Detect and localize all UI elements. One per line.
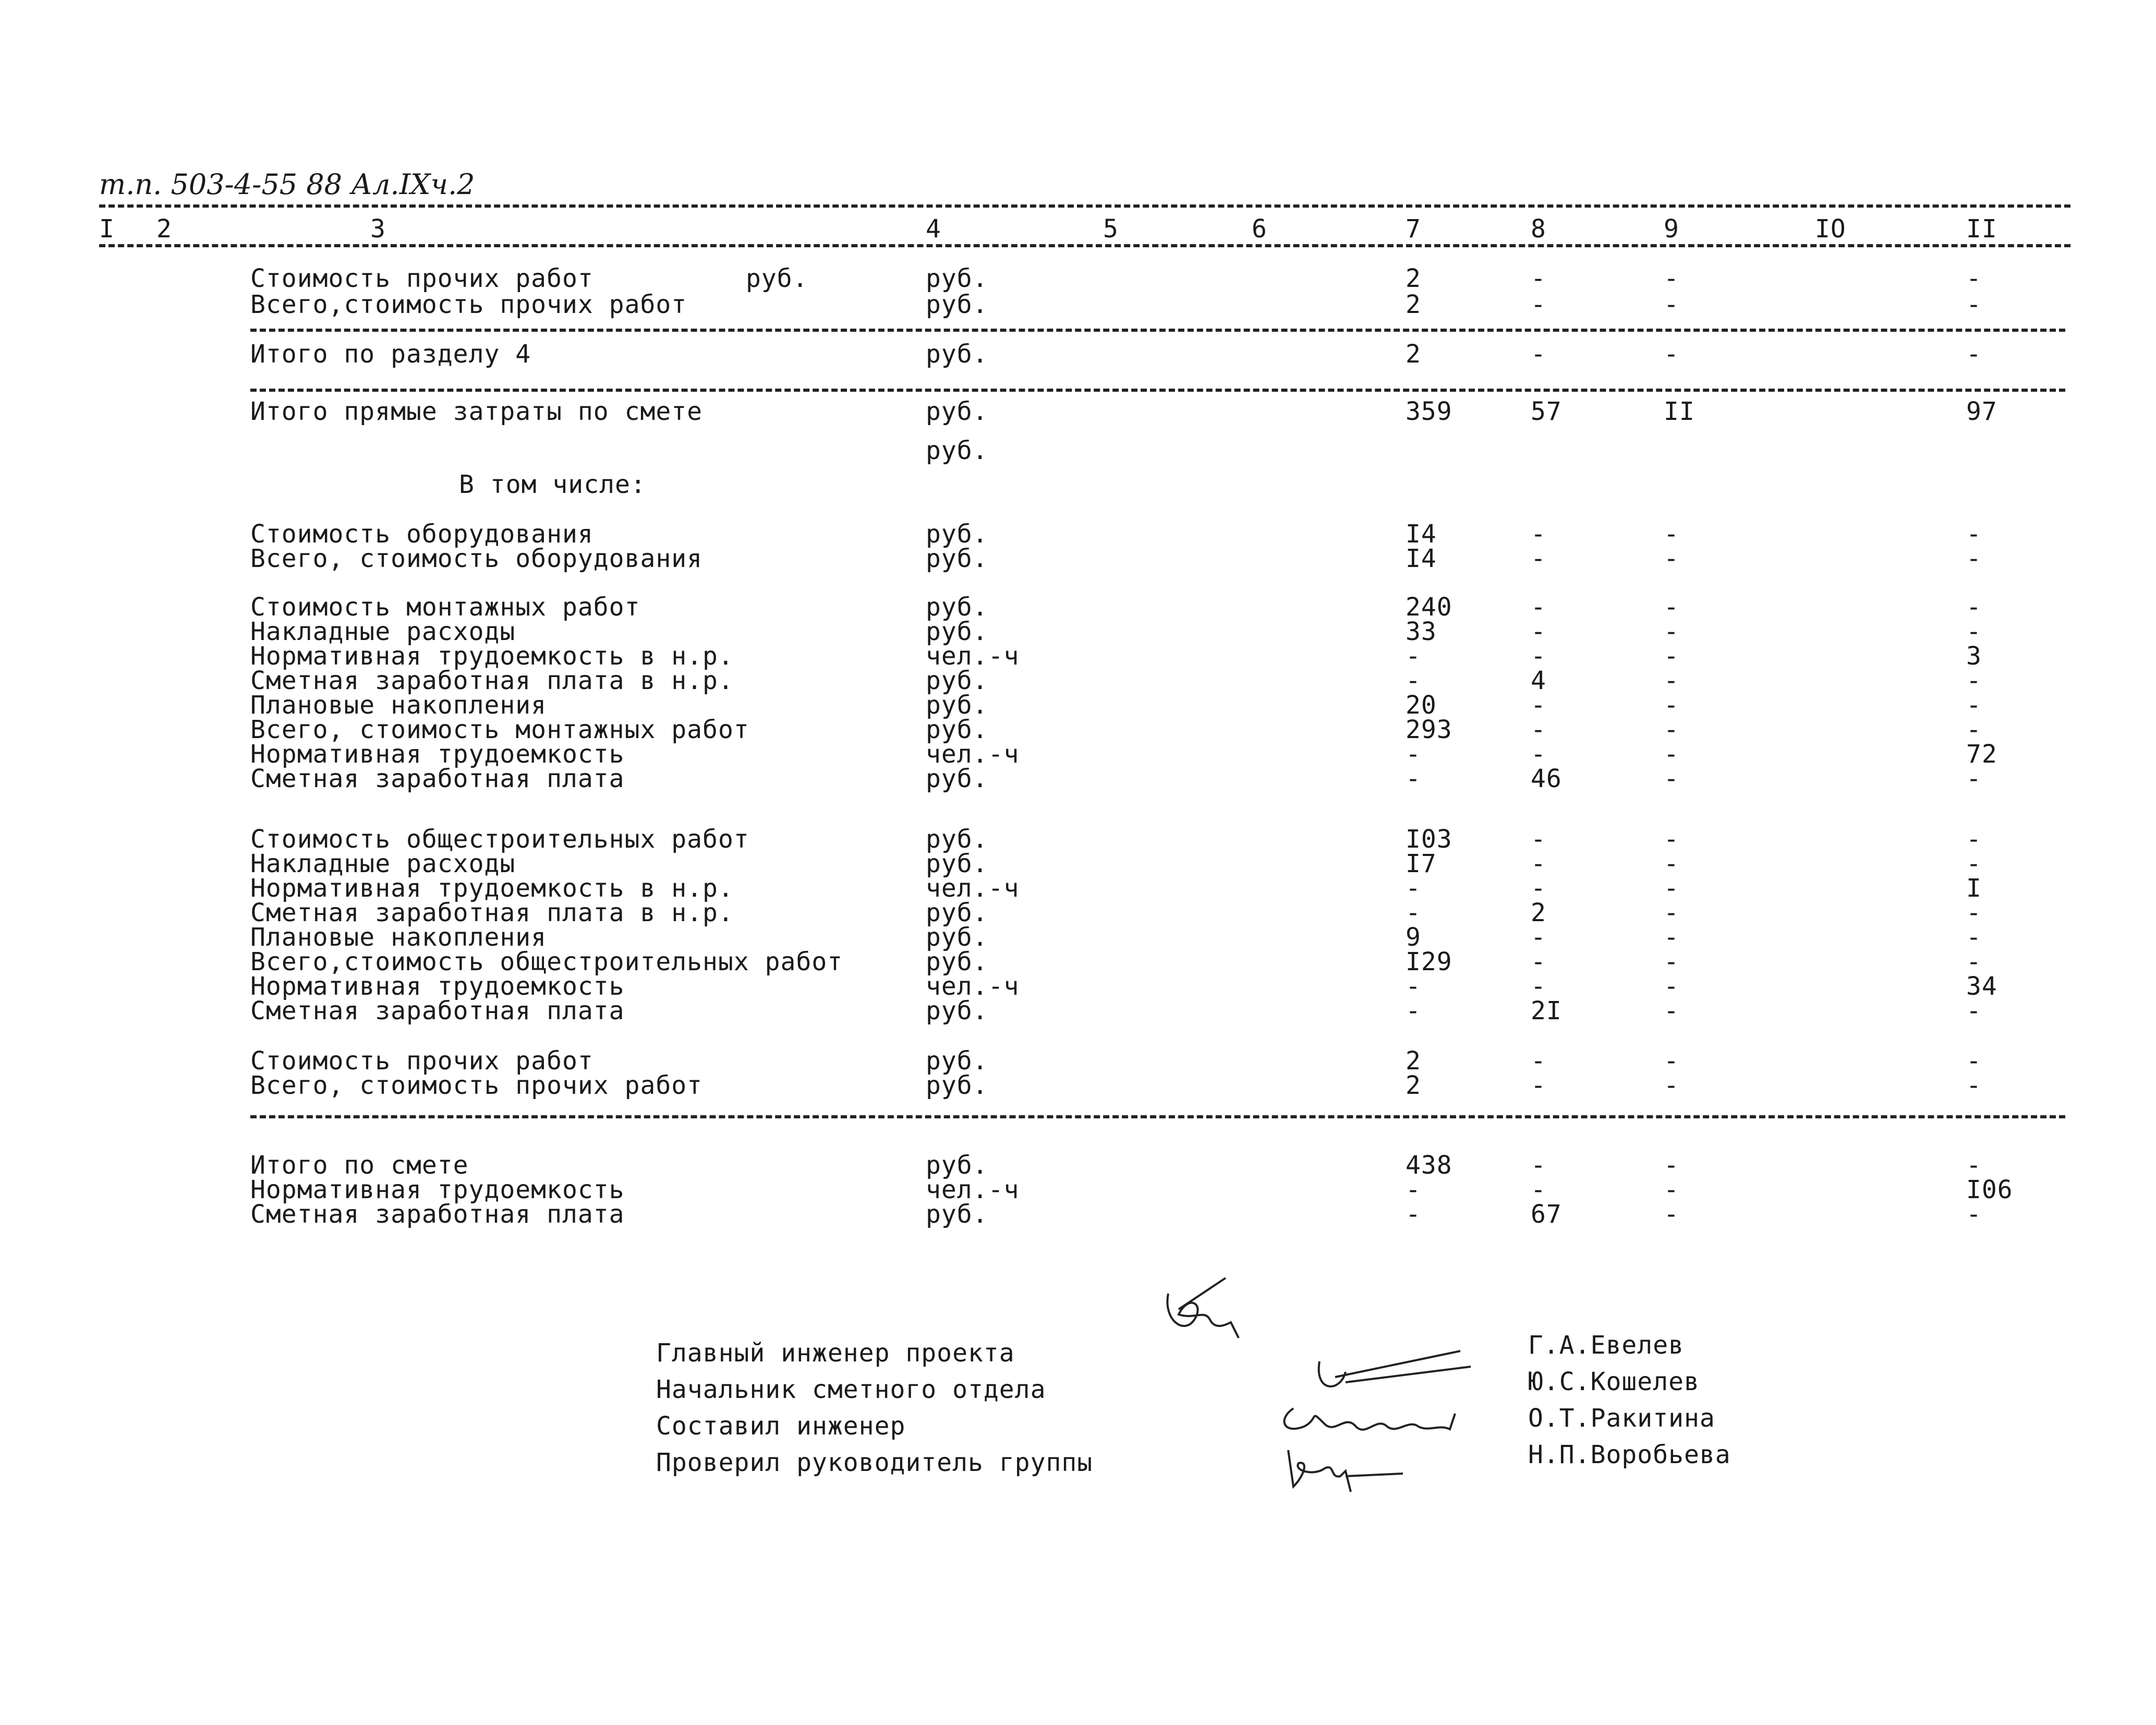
row-col11-value: - [1966,520,1982,549]
row-unit: руб. [926,1151,988,1180]
row-col9-value: - [1664,874,1679,903]
row-col11-value: 3 [1966,642,1982,671]
row-col9-value: - [1664,715,1679,744]
row-label: Всего, стоимость монтажных работ [250,715,749,744]
row-col8-value: - [1531,1151,1546,1180]
row-col11-value: - [1966,617,1982,646]
row-label: Стоимость прочих работ [250,264,593,293]
row-col11-value: - [1966,1046,1982,1076]
row-col9-value: - [1664,947,1679,976]
row-col7-value: - [1406,1175,1421,1204]
row-col8-value: - [1531,617,1546,646]
row-col9-value: - [1664,825,1679,854]
row-col9-value: - [1664,642,1679,671]
row-col11-value: - [1966,996,1982,1026]
row-col8-value: - [1531,593,1546,622]
row-col11-value: - [1966,898,1982,927]
row-unit: чел.-ч [926,874,1020,903]
row-col9-value: - [1664,1071,1679,1100]
row-col8-value: - [1531,1071,1546,1100]
row-unit: чел.-ч [926,1175,1020,1204]
row-label: Итого по смете [250,1151,469,1180]
signatory-role-1: Главный инженер проекта [656,1338,1015,1368]
row-col9-value: - [1664,666,1679,695]
row-col8-value: - [1531,520,1546,549]
row-col7-value: 20 [1406,691,1437,720]
row-unit: руб. [926,666,988,695]
row-col9-value: - [1664,996,1679,1026]
row-unit: руб. [926,715,988,744]
row-col11-value: - [1966,264,1982,293]
row-col8-value: 2 [1531,898,1546,927]
row-label: Плановые накопления [250,923,547,952]
header-dashed-rule-top [99,204,2070,208]
row-col7-value: - [1406,642,1421,671]
row-col9-value: - [1664,1175,1679,1204]
row-col7-value: - [1406,996,1421,1026]
row-col7-value: I03 [1406,825,1452,854]
row-col11-value: I [1966,874,1982,903]
signature-4 [1278,1440,1413,1499]
row-col11-value: - [1966,1071,1982,1100]
row-label: Сметная заработная плата [250,1200,625,1229]
row-col7-value: - [1406,874,1421,903]
signatory-role-3: Составил инженер [656,1412,906,1441]
signatory-name-1: Г.А.Евелев [1528,1331,1684,1360]
section-separator-2 [250,389,2065,392]
row-col8-value: - [1531,1046,1546,1076]
row-col9-value: - [1664,593,1679,622]
row-label: Сметная заработная плата [250,996,625,1026]
row-unit: руб. [926,1200,988,1229]
row-unit: руб. [926,898,988,927]
col-header-9: 9 [1664,214,1679,244]
signatory-name-2: Ю.С.Кошелев [1528,1367,1700,1396]
row-col7-value: 2 [1406,290,1421,319]
col-header-1: I [99,214,115,244]
row-col11-value: - [1966,715,1982,744]
row-col11-value: 97 [1966,397,1997,426]
col-header-2: 2 [156,214,172,244]
row-unit: руб. [926,340,988,369]
row-unit: руб. [926,397,988,426]
row-unit: чел.-ч [926,740,1020,769]
row-col7-value: I7 [1406,849,1437,878]
row-col9-value: - [1664,923,1679,952]
row-col8-value: - [1531,642,1546,671]
row-unit: руб. [926,996,988,1026]
col-header-11: II [1966,214,1997,244]
col-header-10: IO [1815,214,1846,244]
row-col11-value: - [1966,691,1982,720]
row-col7-value: - [1406,898,1421,927]
row-col7-value: 2 [1406,340,1421,369]
row-col11-value: - [1966,593,1982,622]
row-col7-value: 2 [1406,1071,1421,1100]
row-col9-value: - [1664,1151,1679,1180]
row-col8-value: - [1531,947,1546,976]
row-label: Всего,стоимость прочих работ [250,290,687,319]
row-col11-value: - [1966,923,1982,952]
row-label: Стоимость общестроительных работ [250,825,749,854]
row-col8-value: - [1531,923,1546,952]
col-header-4: 4 [926,214,941,244]
row-unit: руб. [926,593,988,622]
row-col11-value: - [1966,947,1982,976]
col-header-3: 3 [370,214,386,244]
row-label: Стоимость оборудования [250,520,593,549]
row-col9-value: - [1664,340,1679,369]
row-col11-value: - [1966,764,1982,793]
row-col7-value: - [1406,740,1421,769]
row-col9-value: - [1664,617,1679,646]
row-unit: руб. [926,1046,988,1076]
row-col9-value: - [1664,898,1679,927]
row-col7-value: I4 [1406,544,1437,573]
row-col11-value: - [1966,544,1982,573]
row-label: Нормативная трудоемкость в н.р. [250,874,734,903]
row-col11-value: - [1966,849,1982,878]
row-label: Стоимость монтажных работ [250,593,640,622]
row-col8-value: - [1531,825,1546,854]
signatory-name-3: О.Т.Ракитина [1528,1404,1715,1433]
row-label: Сметная заработная плата в н.р. [250,898,734,927]
row-unit: руб. [926,617,988,646]
row-col8-value: - [1531,340,1546,369]
row-label: Нормативная трудоемкость [250,1175,625,1204]
row-col8-value: - [1531,740,1546,769]
row-col7-value: 240 [1406,593,1452,622]
row-col11-value: - [1966,340,1982,369]
row-col8-value: 57 [1531,397,1562,426]
row-col7-value: 9 [1406,923,1421,952]
col-header-7: 7 [1406,214,1421,244]
row-col8-value: 4 [1531,666,1546,695]
row-col7-value: - [1406,764,1421,793]
row-col7-value: 359 [1406,397,1452,426]
row-col11-value: - [1966,1151,1982,1180]
row-unit: руб. [926,290,988,319]
row-col8-value: 2I [1531,996,1562,1026]
row-col11-value: - [1966,825,1982,854]
row-label: Сметная заработная плата в н.р. [250,666,734,695]
row-unit: руб. [926,691,988,720]
row-col11-value: - [1966,666,1982,695]
row-col7-value: 438 [1406,1151,1452,1180]
row-unit: руб. [926,1071,988,1100]
row-unit: руб. [926,520,988,549]
row-label: Стоимость прочих работ [250,1046,593,1076]
row-col9-value: - [1664,972,1679,1001]
row-unit: руб. [926,436,988,465]
row-col9-value: - [1664,740,1679,769]
row-col9-value: - [1664,764,1679,793]
row-col8-value: - [1531,1175,1546,1204]
row-col9-value: - [1664,1046,1679,1076]
row-label: Всего,стоимость общестроительных работ [250,947,843,976]
row-col7-value: - [1406,972,1421,1001]
row-col8-value: - [1531,691,1546,720]
row-unit: чел.-ч [926,642,1020,671]
row-label: Сметная заработная плата [250,764,625,793]
signature-1 [1147,1273,1262,1379]
row-col8-value: - [1531,264,1546,293]
row-label: Нормативная трудоемкость [250,740,625,769]
row-unit: руб. [926,544,988,573]
row-unit: руб. [926,849,988,878]
row-label: Итого по разделу 4 [250,340,531,369]
row-label: Накладные расходы [250,849,516,878]
row-col9-value: - [1664,520,1679,549]
row-col9-value: - [1664,1200,1679,1229]
col-header-6: 6 [1252,214,1267,244]
row-col7-value: 2 [1406,1046,1421,1076]
row-label: Итого прямые затраты по смете [250,397,703,426]
header-dashed-rule-bottom [99,244,2070,247]
row-unit: чел.-ч [926,972,1020,1001]
row-col9-value: - [1664,264,1679,293]
row-col7-value: - [1406,666,1421,695]
section-separator-3 [250,1115,2065,1118]
row-label: Нормативная трудоемкость в н.р. [250,642,734,671]
row-label: В том числе: [459,470,646,499]
row-extra-unit: руб. [746,264,808,293]
row-col9-value: - [1664,849,1679,878]
document-reference: т.п. 503-4-55 88 Ал.IXч.2 [99,168,475,201]
row-col7-value: I29 [1406,947,1452,976]
row-unit: руб. [926,825,988,854]
row-col7-value: I4 [1406,520,1437,549]
row-col8-value: 67 [1531,1200,1562,1229]
row-unit: руб. [926,923,988,952]
row-label: Всего, стоимость прочих работ [250,1071,703,1100]
signatory-role-2: Начальник сметного отдела [656,1375,1046,1404]
row-label: Плановые накопления [250,691,547,720]
row-col11-value: 34 [1966,972,1997,1001]
row-col11-value: - [1966,290,1982,319]
row-col9-value: - [1664,290,1679,319]
row-col11-value: 72 [1966,740,1997,769]
row-col9-value: II [1664,397,1695,426]
row-col8-value: 46 [1531,764,1562,793]
row-col8-value: - [1531,874,1546,903]
row-unit: руб. [926,764,988,793]
row-col7-value: 293 [1406,715,1452,744]
row-col8-value: - [1531,544,1546,573]
row-col7-value: - [1406,1200,1421,1229]
row-col8-value: - [1531,972,1546,1001]
row-col11-value: I06 [1966,1175,2013,1204]
row-col7-value: 33 [1406,617,1437,646]
row-col8-value: - [1531,849,1546,878]
row-col9-value: - [1664,544,1679,573]
row-unit: руб. [926,264,988,293]
row-col9-value: - [1664,691,1679,720]
signatory-role-4: Проверил руководитель группы [656,1448,1093,1477]
row-unit: руб. [926,947,988,976]
row-col7-value: 2 [1406,264,1421,293]
row-label: Накладные расходы [250,617,516,646]
col-header-5: 5 [1103,214,1119,244]
section-separator-1 [250,329,2065,332]
row-label: Всего, стоимость оборудования [250,544,703,573]
row-col8-value: - [1531,290,1546,319]
signatory-name-4: Н.П.Воробьева [1528,1440,1731,1469]
col-header-8: 8 [1531,214,1546,244]
row-col11-value: - [1966,1200,1982,1229]
row-col8-value: - [1531,715,1546,744]
row-label: Нормативная трудоемкость [250,972,625,1001]
